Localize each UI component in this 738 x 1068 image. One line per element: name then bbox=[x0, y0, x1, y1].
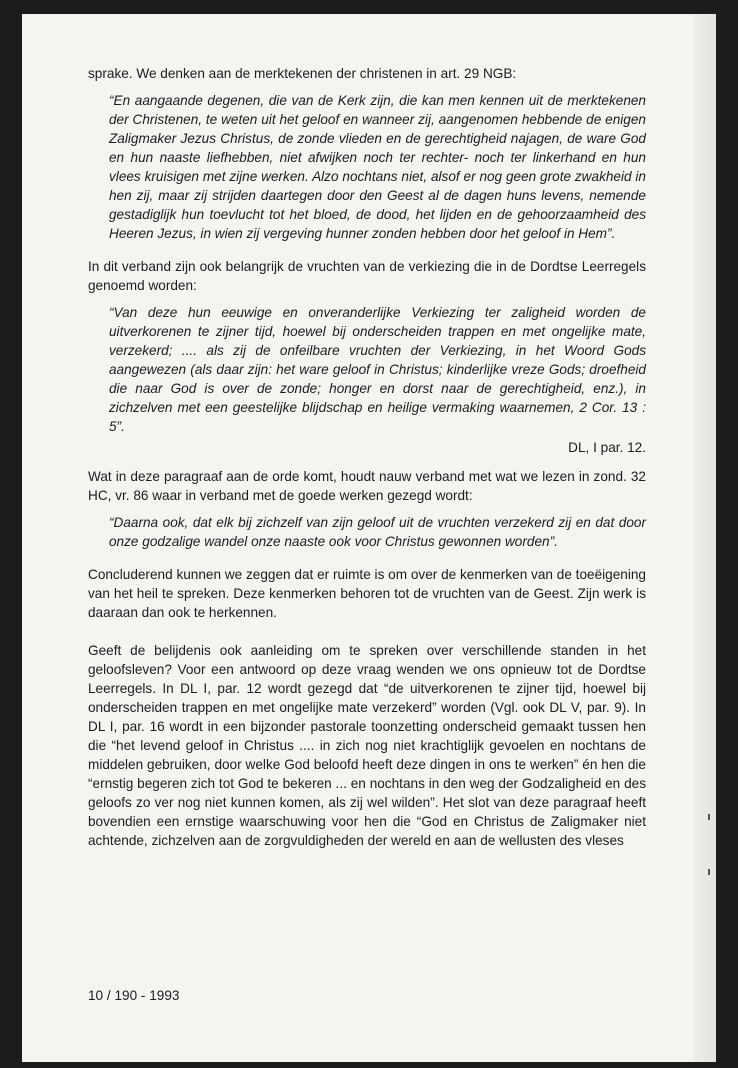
paragraph-concluderend: Concluderend kunnen we zeggen dat er ruimte is om over de kenmerken van de toeëigening van het heil te spreken. Deze kenmerken behoren tot de vruchten van de Geest. Zijn werk is daaraan dan ook te herkennen. bbox=[88, 567, 646, 620]
page-reference: 10 / 190 - 1993 bbox=[88, 988, 180, 1003]
quote-reference: DL, I par. 12. bbox=[568, 440, 646, 455]
body-text bbox=[88, 64, 646, 850]
quote-dordtse-leerregels: “Van deze hun eeuwige en onveranderlijke Verkiezing ter zaligheid worden de uitverkorenen te zijner tijd, hoewel bij onderscheiden trappen en met ongelijke mate, verzekerd; .... als zij de onfeilbare vruchten der Verkiezing, in het Woord Gods aangewezen (als daar zijn: het ware geloof in Christus; kinderlijke vreze Gods; droefheid die naar God is over de zonde; honger en dorst naar de gerechtigheid, enz.), in zichzelven met een geestelijke blijdschap en heilige vermaking waarnemen, 2 Cor. 13 : 5”. bbox=[109, 305, 646, 434]
facing-page-edge bbox=[694, 14, 716, 1062]
paragraph-vruchten: In dit verband zijn ook belangrijk de vruchten van de verkiezing die in de Dordtse Leerregels genoemd worden: bbox=[88, 259, 646, 293]
paragraph-belijdenis: Geeft de belijdenis ook aanleiding om te spreken over verschillende standen in het geloofsleven? Voor een antwoord op deze vraag wenden we ons opnieuw tot de Dordtse Leerregels. In DL I, par. 12 wordt gezegd dat “de uitverkorenen te zijner tijd, hoewel bij onderscheiden trappen en met ongelijke mate verzekerd” worden (Vgl. ook DL V, par. 9). In DL I, par. 16 wordt in een bijzonder pastorale toonzetting onderscheid gemaakt tussen hen die “het levend geloof in Christus .... in zich nog niet krachtiglijk gevoelen en nochtans de middelen gebruiken, door welke God beloofd heeft deze dingen in ons te werken” én hen die “ernstig begeren zich tot God te bekeren ... en nochtans in den weg der Godzaligheid en des geloofs zo ver nog niet kunnen komen, als zij wel wilden”. Het slot van deze paragraaf heeft bovendien een ernstige waarschuwing voor hen die “God en Christus de Zaligmaker niet achtende, zichzelven aan de zorgvuldigheden der wereld en aan de wellusten des vleses bbox=[88, 643, 646, 848]
paragraph-paragraaf: Wat in deze paragraaf aan de orde komt, houdt nauw verband met wat we lezen in zond. 32 HC, vr. 86 waar in verband met de goede werken gezegd wordt: bbox=[88, 469, 646, 503]
paragraph-intro: sprake. We denken aan de merktekenen der christenen in art. 29 NGB: bbox=[88, 66, 517, 81]
quote-ngb-art29: “En aangaande degenen, die van de Kerk zijn, die kan men kennen uit de merktekenen der Christenen, te weten uit het geloof en wanneer zij, aangenomen hebbende de enigen Zaligmaker Jezus Christus, de zonde vlieden en de gerechtigheid najagen, de ware God en hun naaste liefhebben, niet afwijken noch ter rechter- noch ter linkerhand en hun vlees kruisigen met zijne werken. Alzo nochtans niet, alsof er nog geen grote zwakheid in hen zij, maar zij strijden daartegen door den Geest al de dagen huns levens, nemende gestadiglijk hun toevlucht tot het bloed, de dood, het lijden en de gehoorzaamheid des Heeren Jezus, in wien zij vergeving hunner zonden hebben door het geloof in Hem”. bbox=[109, 93, 646, 241]
margin-mark bbox=[708, 814, 710, 820]
document-page bbox=[22, 14, 716, 1062]
quote-hc: “Daarna ook, dat elk bij zichzelf van zijn geloof uit de vruchten verzekerd zij en dat door onze godzalige wandel onze naaste ook voor Christus gewonnen worden”. bbox=[109, 515, 646, 549]
margin-mark bbox=[708, 869, 710, 875]
